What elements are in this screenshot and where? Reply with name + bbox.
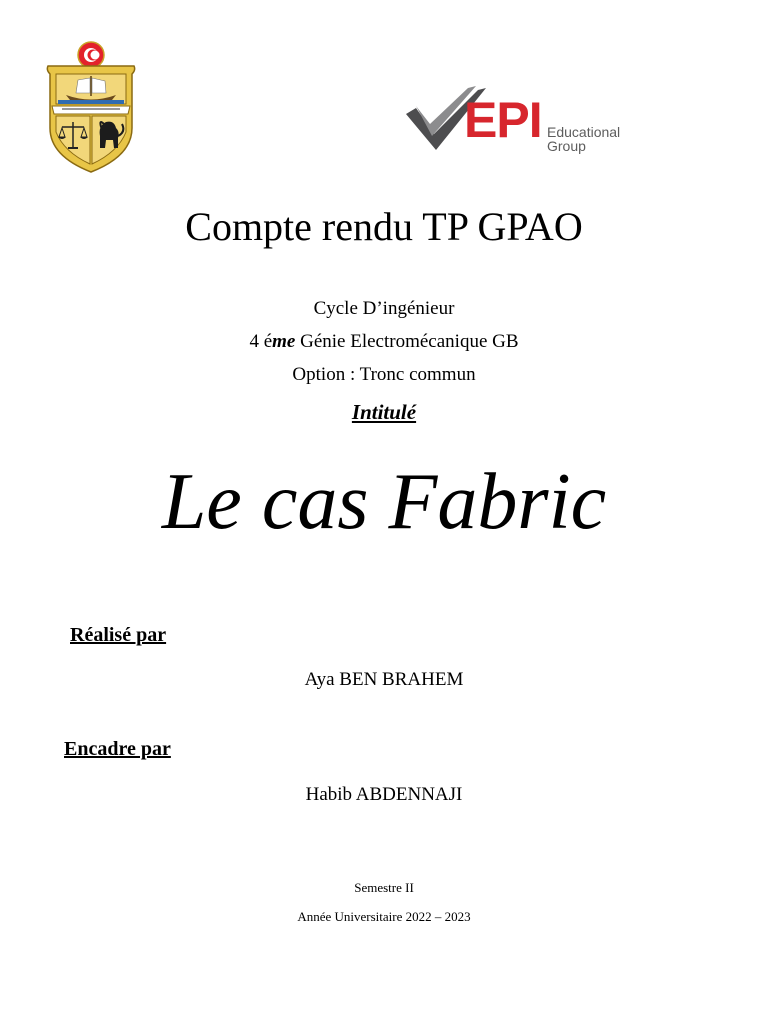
grade-prefix: 4 é [249, 331, 273, 352]
coat-of-arms-icon [42, 40, 136, 174]
author-name: Aya BEN BRAHEM [304, 669, 464, 690]
option-line: Option : Tronc commun [292, 364, 476, 385]
grade-suffix: Génie Electromécanique GB [295, 331, 519, 352]
subject-label: Intitulé [351, 400, 417, 424]
supervisor-name: Habib ABDENNAJI [305, 784, 463, 805]
epi-logo-subtitle [547, 125, 620, 153]
semester: Semestre II [354, 880, 414, 895]
epi-logo-text: EPI [464, 92, 542, 148]
academic-year: Année Universitaire 2022 – 2023 [297, 909, 471, 924]
grade-line [0, 329, 768, 355]
cycle-line: Cycle D’ingénieur [313, 298, 455, 319]
supervisor-label: Encadre par [64, 738, 171, 760]
project-title: Le cas Fabric [161, 458, 607, 546]
author-label: Réalisé par [70, 624, 167, 646]
epi-educational-group-logo [404, 84, 640, 156]
grade-superscript: me [272, 331, 296, 352]
epi-logo-subtitle-line2: Group [547, 138, 586, 154]
epi-logo-subtitle-line1: Educational [547, 124, 621, 140]
report-title: Compte rendu TP GPAO [185, 204, 583, 249]
